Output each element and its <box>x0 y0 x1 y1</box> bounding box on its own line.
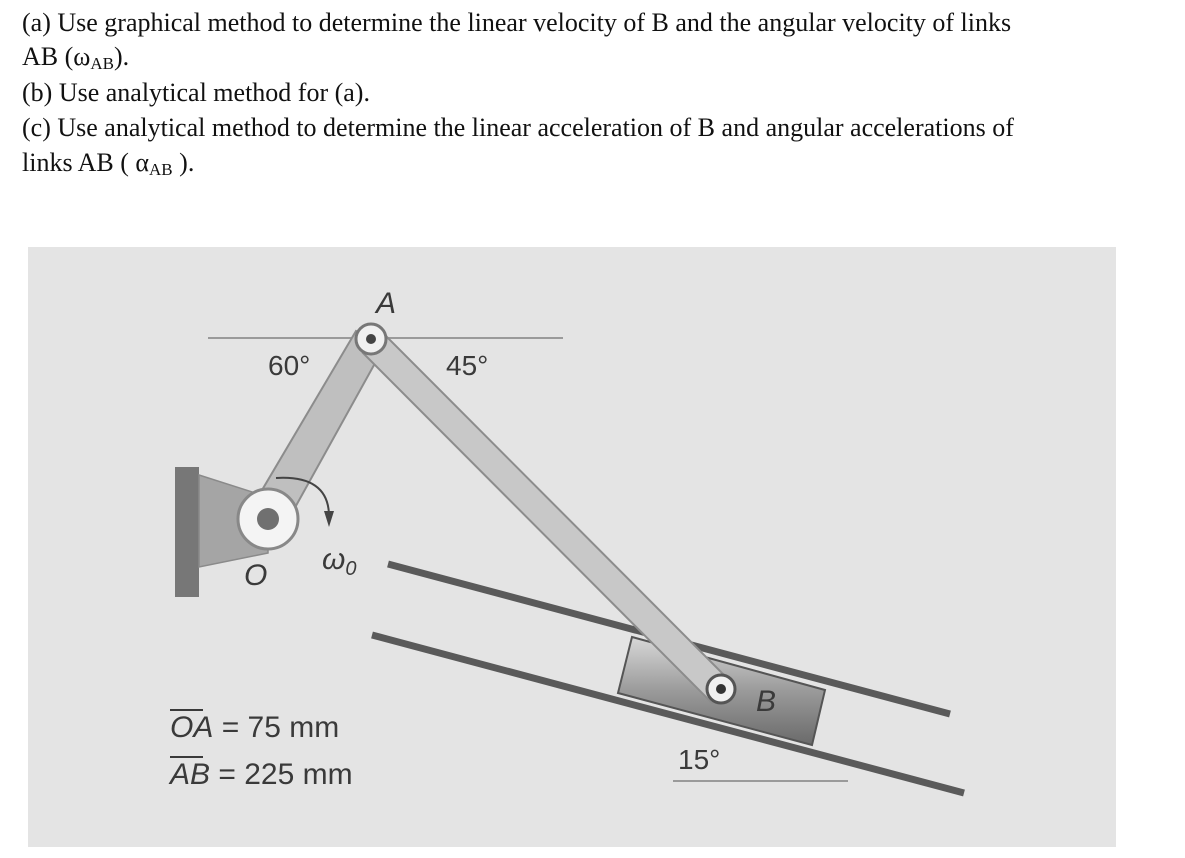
wall <box>175 467 199 597</box>
pin-b-center <box>716 684 726 694</box>
question-part-a-line2 <box>22 42 129 79</box>
part-c-suffix: ). <box>172 148 195 177</box>
omega-subscript: 0 <box>345 558 357 580</box>
mechanism-diagram <box>28 247 1116 847</box>
part-c-subscript: AB <box>149 160 173 179</box>
angle-label-slot: 15° <box>678 744 721 775</box>
mechanism-figure <box>28 247 1116 847</box>
question-part-c-line1: (c) Use analytical method to determine the linear acceleration of B and angular accelerations of <box>22 113 1014 142</box>
label-o: O <box>244 559 268 592</box>
part-c-prefix: links AB ( α <box>22 148 150 177</box>
label-a: A <box>375 287 397 320</box>
pin-o-center <box>257 508 279 530</box>
dim-ab <box>168 758 353 791</box>
angle-label-oa: 60° <box>268 350 311 381</box>
question-part-b: (b) Use analytical method for (a). <box>22 78 370 107</box>
dim-oa-value: = 75 mm <box>213 711 340 744</box>
question-part-a-line1: (a) Use graphical method to determine the linear velocity of B and the angular velocity of links <box>22 8 1012 37</box>
dim-ab-value: = 225 mm <box>210 758 353 791</box>
question-part-c-line2 <box>22 148 194 185</box>
part-a-prefix: AB (ω <box>22 42 91 71</box>
dim-oa-name: OA <box>170 711 214 744</box>
label-b: B <box>756 685 777 718</box>
part-a-suffix: ). <box>114 42 130 71</box>
part-a-subscript: AB <box>90 54 115 73</box>
dim-oa <box>170 711 339 744</box>
omega-symbol: ω <box>322 543 346 576</box>
angle-label-ab: 45° <box>446 350 489 381</box>
pin-a-center <box>366 334 376 344</box>
dim-ab-name: AB <box>170 758 211 791</box>
